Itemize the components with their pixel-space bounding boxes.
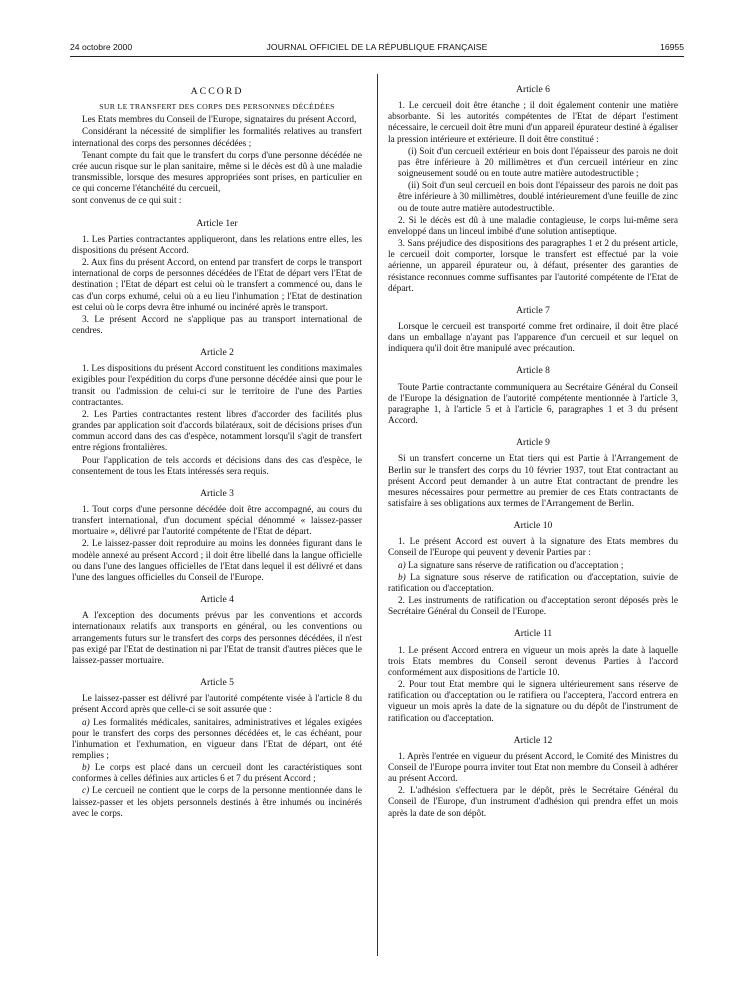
article-heading: Article 4 <box>200 594 234 606</box>
article-heading: Article 5 <box>200 677 234 689</box>
article-paragraph: 1. Les dispositions du présent Accord constituent les conditions maximales exigibles pour l'expédition du corps d'une personne décédée ainsi que pour le transit ou l'admission de celui-ci sur le territoire de l'une des Parties contractantes. <box>72 364 362 408</box>
accord-subtitle: SUR LE TRANSFERT DES CORPS DES PERSONNES DÉCÉDÉES <box>99 102 335 112</box>
item-letter: c) <box>82 786 90 797</box>
accord-title: ACCORD <box>190 86 244 97</box>
item-letter: b) <box>398 572 406 583</box>
list-item <box>388 561 678 572</box>
item-letter: a) <box>82 717 90 728</box>
article-heading: Article 10 <box>513 520 553 532</box>
article-paragraph: 1. Les Parties contractantes appliqueront, dans les relations entre elles, les dispositions du présent Accord. <box>72 234 362 256</box>
article-paragraph: 2. Aux fins du présent Accord, on entend par transfert de corps le transport international de corps de personnes décédées de l'Etat de départ vers l'Etat de destination ; l'Etat de départ est celui où le transfert a commencé ou, dans le cas d'un corps exhumé, celui où a eu lieu l'inhumation ; l'Etat de destination est celui où le corps devra être inhumé ou incinéré après le transport. <box>72 258 362 313</box>
list-item <box>72 786 362 819</box>
article-heading: Article 9 <box>516 437 550 449</box>
article-heading: Article 3 <box>200 487 234 499</box>
item-letter: a) <box>398 560 406 571</box>
article-paragraph: 3. Le présent Accord ne s'applique pas au transport international de cendres. <box>72 314 362 336</box>
item-text: La signature sans réserve de ratification ou d'acceptation ; <box>405 560 624 571</box>
item-letter: b) <box>82 763 90 774</box>
header-rule <box>70 56 684 57</box>
article-paragraph: Toute Partie contractante communiquera au Secrétaire Général du Conseil de l'Europe la désignation de l'autorité compétente mentionnée à l'article 3, paragraphe 1, à l'article 5 et à l'article 6, paragraphes 1 et 3 du présent Accord. <box>388 382 678 427</box>
article-heading: Article 2 <box>200 347 234 359</box>
article-heading: Article 1er <box>196 217 238 229</box>
article-heading: Article 6 <box>516 84 550 95</box>
sub-paragraph: (i) Soit d'un cercueil extérieur en bois dont l'épaisseur des parois ne doit pas être inférieure à 20 millimètres et d'un cercueil intérieur en zinc soigneusement soudé ou en toute autre matière autodestructible ; <box>398 146 678 180</box>
preamble-paragraph: Considérant la nécessité de simplifier les formalités relatives au transfert international des corps des personnes décédées ; <box>72 127 362 149</box>
column-rule <box>377 74 378 956</box>
article-paragraph: 2. Les Parties contractantes restent libres d'accorder des facilités plus grandes par application soit d'accords bilatéraux, soit de décisions prises d'un commun accord dans des cas d'espèce, notamment lorsqu'il s'agit de transfert entre régions frontalières. <box>72 409 362 454</box>
article-paragraph: Le laissez-passer est délivré par l'autorité compétente visée à l'article 8 du présent Accord après que celle-ci se soit assurée que : <box>72 694 362 716</box>
page-header <box>70 42 684 56</box>
article-paragraph: 2. Pour tout Etat membre qui le signera ultérieurement sans réserve de ratification ou d'acceptation ou le ratifiera ou l'acceptera, l'accord entrera en vigueur un mois après la date de la signature ou du dépôt de l'instrument de ratification ou d'acceptation. <box>388 680 678 724</box>
article-heading: Article 12 <box>513 734 553 746</box>
article-heading: Article 7 <box>516 304 550 316</box>
item-text: Les formalités médicales, sanitaires, administratives et légales exigées pour le transfert des corps des personnes décédées et, le cas échéant, pour l'inhumation et l'exhumation, en vigueur dans l'Etat de départ, ont été remplies ; <box>72 717 362 761</box>
header-page-number: 16955 <box>660 42 684 52</box>
item-text: Le corps est placé dans un cercueil dont les caractéristiques sont conformes à celles définies aux articles 6 et 7 du présent Accord ; <box>72 763 362 785</box>
list-item <box>72 718 362 763</box>
list-item <box>388 573 678 595</box>
preamble-paragraph: Tenant compte du fait que le transfert du corps d'une personne décédée ne crée aucun risque sur le plan sanitaire, même si le décès est dû à une maladie transmissible, lorsque des mesures appropriées sont prises, en particulier en ce qui concerne l'étanchéité du cercueil, <box>72 150 362 195</box>
list-item <box>72 763 362 785</box>
item-text: Le cercueil ne contient que le corps de la personne mentionnée dans le laissez-passer et les objets personnels destinés à être inhumés ou incinérés avec le corps. <box>72 786 362 819</box>
article-paragraph: Pour l'application de tels accords et décisions dans des cas d'espèce, le consentement de tous les Etats intéressés sera requis. <box>72 455 362 477</box>
article-heading: Article 11 <box>513 628 553 640</box>
article-paragraph: 3. Sans préjudice des dispositions des paragraphes 1 et 2 du présent article, le cercueil doit comporter, lorsque le transfert est effectué par la voie aérienne, un appareil épurateur ou, à défaut, présenter des garanties de résistance reconnues comme suffisantes par l'autorité compétente de l'Etat de départ. <box>388 239 678 294</box>
header-journal-title: JOURNAL OFFICIEL DE LA RÉPUBLIQUE FRANÇAISE <box>266 42 488 52</box>
article-paragraph: 1. Tout corps d'une personne décédée doit être accompagné, au cours du transfert international, d'un document spécial dénommé « laissez-passer mortuaire », délivré par l'autorité compétente de l'Etat de départ. <box>72 505 362 538</box>
article-paragraph: A l'exception des documents prévus par les conventions et accords internationaux relatifs aux transports en général, ou les conventions ou arrangements futurs sur le transfert des corps des personnes décédées, il n'est pas exigé par l'Etat de destination ni par l'Etat de transit d'autres pièces que le laissez-passer mortuaire. <box>72 611 362 666</box>
preamble-closing: sont convenus de ce qui suit : <box>72 196 182 207</box>
article-paragraph: 2. Si le décès est dû à une maladie contagieuse, le corps lui-même sera enveloppé dans un linceul imbibé d'une solution antiseptique. <box>388 215 678 237</box>
article-paragraph: 1. Le présent Accord est ouvert à la signature des Etats membres du Conseil de l'Europe qui peuvent y devenir Parties par : <box>388 537 678 559</box>
left-column <box>72 80 362 820</box>
article-paragraph: 2. L'adhésion s'effectuera par le dépôt, près le Secrétaire Général du Conseil de l'Europe, d'un instrument d'adhésion qui prendra effet un mois après la date de son dépôt. <box>388 786 678 819</box>
article-paragraph: Lorsque le cercueil est transporté comme fret ordinaire, il doit être placé dans un emballage n'ayant pas l'apparence d'un cercueil et sur lequel on indiquera qu'il doit être manipulé avec précaution. <box>388 321 678 355</box>
article-heading: Article 8 <box>516 365 550 377</box>
sub-paragraph: (ii) Soit d'un seul cercueil en bois dont l'épaisseur des parois ne doit pas être inférieure à 30 millimètres, doublé intérieurement d'une feuille de zinc ou de toute autre matière autodestructible. <box>398 181 678 214</box>
article-paragraph: 1. Après l'entrée en vigueur du présent Accord, le Comité des Ministres du Conseil de l'Europe pourra inviter tout Etat non membre du Conseil à adhérer au présent Accord. <box>388 751 678 785</box>
preamble-paragraph: Les Etats membres du Conseil de l'Europe, signataires du présent Accord, <box>82 115 357 126</box>
article-paragraph: 1. Le présent Accord entrera en vigueur un mois après la date à laquelle trois Etats membres du Conseil seront devenus Parties à l'accord conformément aux dispositions de l'article 10. <box>388 645 678 678</box>
article-paragraph: 2. Le laissez-passer doit reproduire au moins les données figurant dans le modèle annexé au présent Accord ; il doit être libellé dans la langue officielle ou dans l'une des langues officielles de l'Etat dans lequel il est délivré et dans l'une des langues officielles du Conseil de l'Europe. <box>72 539 362 583</box>
header-date: 24 octobre 2000 <box>70 42 133 52</box>
article-paragraph: 1. Le cercueil doit être étanche ; il doit également contenir une matière absorbante. Si les autorités compétentes de l'Etat de départ l'estiment nécessaire, le cercueil doit être muni d'un appareil épurateur destiné à égaliser la pression intérieure et extérieure. Il doit être constitué : <box>388 101 678 145</box>
article-paragraph: 2. Les instruments de ratification ou d'acceptation seront déposés près le Secrétaire Général du Conseil de l'Europe. <box>388 596 678 618</box>
item-text: La signature sous réserve de ratification ou d'acceptation, suivie de ratification ou d'acceptation. <box>388 572 678 594</box>
article-paragraph: Si un transfert concerne un Etat tiers qui est Partie à l'Arrangement de Berlin sur le transfert des corps du 10 février 1937, tout Etat contractant au présent Accord peut demander à un autre Etat contractant de prendre les mesures nécessaires pour permettre au premier de ces Etats contractants de satisfaire à ses obligations aux termes de l'Arrangement de Berlin. <box>388 454 678 509</box>
right-column <box>388 80 678 820</box>
